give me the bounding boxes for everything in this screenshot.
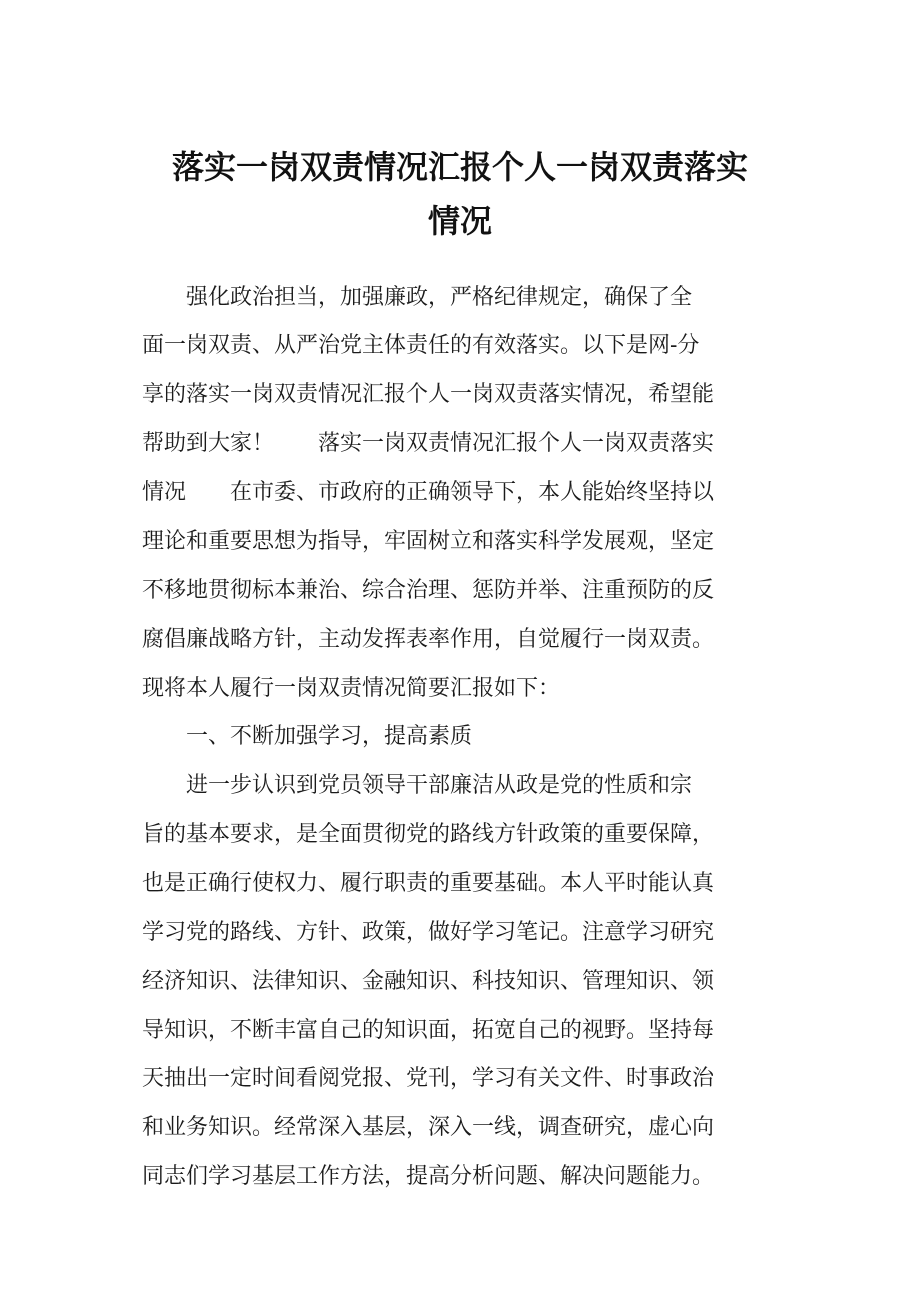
body-line-2: 面一岗双责、从严治党主体责任的有效落实。以下是网-分: [142, 333, 700, 358]
body-line-19: 同志们学习基层工作方法，提高分析问题、解决问题能力。: [142, 1164, 715, 1189]
body-line-3: 享的落实一岗双责情况汇报个人一岗双责落实情况，希望能: [142, 382, 715, 407]
title-line-2: 情况: [427, 202, 492, 240]
body-line-7: 不移地贯彻标本兼治、综合治理、惩防并举、注重预防的反: [142, 578, 715, 603]
body-line-17: 天抽出一定时间看阅党报、党刊，学习有关文件、时事政治: [142, 1066, 715, 1091]
body-line-13: 也是正确行使权力、履行职责的重要基础。本人平时能认真: [142, 871, 715, 896]
document-title: [110, 140, 810, 248]
body-line-5: 情况 在市委、市政府的正确领导下，本人能始终坚持以: [142, 480, 715, 505]
body-line-18: 和业务知识。经常深入基层，深入一线，调查研究，虚心向: [142, 1115, 715, 1140]
body-line-11: 进一步认识到党员领导干部廉洁从政是党的性质和宗: [142, 773, 693, 798]
body-line-9: 现将本人履行一岗双责情况简要汇报如下：: [142, 676, 561, 701]
body-line-12: 旨的基本要求，是全面贯彻党的路线方针政策的重要保障，: [142, 822, 715, 847]
section-heading-1: 一、不断加强学习，提高素质: [142, 724, 473, 749]
body-line-4: 帮助到大家！ 落实一岗双责情况汇报个人一岗双责落实: [142, 431, 715, 456]
body-line-6: 理论和重要思想为指导，牢固树立和落实科学发展观，坚定: [142, 529, 715, 554]
body-line-15: 经济知识、法律知识、金融知识、科技知识、管理知识、领: [142, 969, 715, 994]
title-line-1: 落实一岗双责情况汇报个人一岗双责落实: [171, 148, 748, 186]
body-line-16: 导知识，不断丰富自己的知识面，拓宽自己的视野。坚持每: [142, 1018, 715, 1043]
body-line-1: 强化政治担当，加强廉政，严格纪律规定，确保了全: [142, 285, 693, 310]
body-line-14: 学习党的路线、方针、政策，做好学习笔记。注意学习研究: [142, 920, 715, 945]
body-line-8: 腐倡廉战略方针，主动发挥表率作用，自觉履行一岗双责。: [142, 627, 715, 652]
